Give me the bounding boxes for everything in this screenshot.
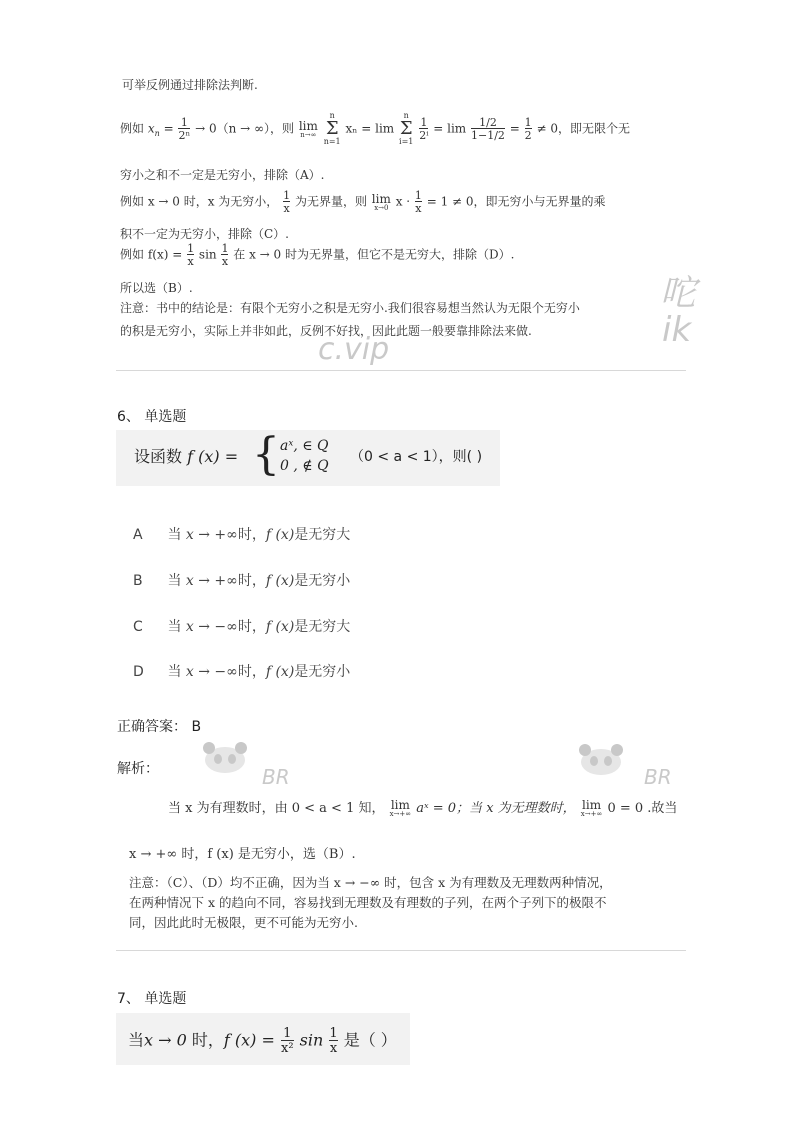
watermark: BR (262, 765, 290, 789)
option-math: x → +∞ (185, 527, 238, 543)
case-line: aˣ, ∈ Q (280, 438, 329, 454)
left-brace: { (252, 429, 280, 480)
prev-text-line: 可举反例通过排除法判断. (122, 78, 258, 92)
limit-symbol: lim (390, 798, 410, 812)
piecewise-cases (280, 436, 329, 476)
prev-text: 为无界量，则 (294, 194, 371, 209)
prev-text-line: 穷小之和不一定是无穷小，排除（A）. (120, 168, 325, 182)
fraction-numerator: 1 (180, 116, 188, 129)
prev-math-line (120, 190, 606, 214)
fraction-denominator: x (187, 255, 194, 268)
note-line: 注意：（C）、（D）均不正确，因为当 x → −∞ 时，包含 x 为有理数及无理数两种情况， (129, 875, 612, 890)
answer-label: 正确答案： (117, 719, 187, 735)
limit (372, 193, 391, 212)
question-stem-box (116, 430, 500, 486)
prev-math-line (120, 243, 514, 267)
summation-bottom: i=1 (399, 137, 414, 146)
divider (116, 370, 686, 371)
option-text: 时， (237, 619, 266, 635)
option-text: 是无穷小 (294, 664, 351, 680)
option-text: 当 (167, 527, 186, 543)
fraction (221, 243, 228, 267)
fraction (525, 117, 532, 141)
option-math: f (x) (265, 573, 295, 589)
prev-math: x (147, 121, 155, 136)
prev-text: 例如 (120, 121, 145, 136)
summation-top: n (403, 111, 409, 120)
option-math: f (x) (265, 527, 295, 543)
analysis-line: x → +∞ 时，f (x) 是无穷小，选（B）. (129, 847, 356, 862)
option-text: 是无穷小 (294, 573, 351, 589)
prev-text-line: 注意：书中的结论是：有限个无穷小之积是无穷小.我们很容易想当然认为无限个无穷小 (120, 301, 580, 315)
option-math: f (x) (265, 619, 295, 635)
fraction-denominator: 1−1/2 (471, 129, 505, 142)
summation-bottom: n=1 (323, 137, 341, 146)
fraction-numerator: 1 (329, 1026, 338, 1041)
stem-math: f (x) = (223, 1030, 280, 1050)
summation (324, 112, 341, 146)
option-math: x → −∞ (185, 664, 238, 680)
stem-text: 时， (186, 1030, 224, 1050)
fraction (281, 1027, 294, 1055)
summation-symbol: Σ (325, 118, 339, 139)
summation-symbol: Σ (399, 118, 413, 139)
stem-math: f (x) = (187, 447, 239, 466)
option-text: 时， (237, 527, 266, 543)
panda-watermark-icon (576, 742, 626, 776)
prev-math: 例如 f(x) = (120, 247, 187, 262)
analysis-text: 当 x 为有理数时，由 0 < a < 1 知， (168, 801, 385, 816)
prev-text-line: 积不一定为无穷小，排除（C）. (120, 227, 289, 241)
fraction (419, 117, 428, 141)
note-line: 在两种情况下 x 的趋向不同，容易找到无理数及有理数的子列，在两个子列下的极限不 (129, 895, 607, 910)
prev-math-line (120, 112, 630, 146)
panda-watermark-icon (200, 740, 250, 774)
prev-text: = 1 ≠ 0，即无穷小与无界量的乘 (426, 194, 606, 209)
fraction-numerator: 1 (524, 116, 532, 129)
divider (116, 950, 686, 951)
prev-math: n (154, 128, 160, 138)
fraction (187, 243, 194, 267)
fraction (178, 117, 190, 141)
prev-text-line: 所以选（B）. (120, 281, 193, 295)
prev-math: sin (198, 247, 221, 262)
limit (390, 799, 412, 818)
option-math: x → −∞ (185, 619, 238, 635)
option-text: 当 (167, 573, 186, 589)
fraction-denominator: 2ⁿ (178, 129, 191, 142)
fraction-numerator: 1 (283, 189, 291, 202)
prev-math: = (163, 121, 178, 136)
fraction-denominator: x (221, 255, 229, 268)
prev-math: = lim (433, 121, 467, 136)
stem-math: x → 0 (144, 1030, 187, 1050)
analysis-label: 解析： (117, 761, 159, 777)
limit-symbol: lim (298, 118, 318, 133)
watermark: 咜 (660, 273, 697, 314)
option-text: 是无穷大 (294, 527, 351, 543)
prev-math: xₙ = lim (345, 121, 395, 136)
fraction (283, 190, 290, 214)
fraction-denominator: x² (280, 1041, 294, 1056)
option-letter: B (133, 573, 143, 589)
analysis-text: 0 = 0 .故当 (607, 801, 678, 816)
fraction (471, 117, 505, 141)
watermark: BR (644, 765, 672, 789)
summation (399, 112, 413, 146)
option-letter: D (133, 664, 144, 680)
fraction-numerator: 1/2 (479, 116, 497, 129)
correct-answer (117, 716, 201, 736)
fraction-denominator: x (283, 202, 290, 215)
limit (299, 120, 318, 139)
watermark: ik (662, 310, 692, 350)
fraction-numerator: 1 (221, 242, 229, 255)
limit-subscript: x→+∞ (580, 810, 603, 818)
limit-subscript: x→+∞ (389, 810, 412, 818)
option-c[interactable] (133, 616, 350, 636)
option-b[interactable] (133, 570, 350, 590)
limit (581, 799, 603, 818)
stem-condition: （0 < a < 1），则( ) (350, 449, 483, 465)
option-a[interactable] (133, 524, 350, 544)
fraction-numerator: 1 (187, 242, 195, 255)
limit-subscript: n→∞ (300, 130, 317, 139)
watermark: c.vip (318, 332, 390, 367)
stem-text: 设函数 (134, 447, 188, 466)
option-d[interactable] (133, 661, 350, 681)
answer-value: B (191, 719, 202, 735)
summation-top: n (329, 111, 335, 120)
prev-math: = (509, 121, 524, 136)
limit-subscript: x→0 (374, 203, 389, 212)
option-text: 当 (167, 619, 186, 635)
fraction (329, 1027, 337, 1055)
note-line: 同，因此此时无极限，更不可能为无穷小. (129, 915, 358, 930)
fraction-denominator: 2ⁱ (419, 129, 429, 142)
prev-math: → 0（n → ∞），则 (195, 121, 298, 136)
option-math: x → +∞ (185, 573, 238, 589)
option-text: 时， (237, 573, 266, 589)
fraction-denominator: 2 (524, 129, 532, 142)
question-stem-box (116, 1013, 410, 1065)
limit-symbol: lim (371, 191, 391, 206)
fraction-denominator: x (329, 1041, 338, 1056)
option-letter: A (133, 527, 143, 543)
prev-text: 例如 x → 0 时，x 为无穷小， (120, 194, 279, 209)
prev-text: ≠ 0，即无限个无 (536, 121, 630, 136)
option-math: f (x) (265, 664, 295, 680)
fraction (415, 190, 422, 214)
fraction-numerator: 1 (420, 116, 428, 129)
prev-text: 在 x → 0 时为无界量，但它不是无穷大，排除（D）. (233, 247, 515, 262)
prev-math: x · (395, 194, 414, 209)
question-stem (134, 444, 238, 467)
analysis-math: aˣ = 0；当 x 为无理数时， (416, 801, 576, 816)
fraction-numerator: 1 (414, 189, 422, 202)
option-text: 时， (237, 664, 266, 680)
question-stem (128, 1027, 397, 1055)
question-number: 7、 单选题 (117, 991, 187, 1007)
analysis-line (168, 797, 677, 818)
question-number: 6、 单选题 (117, 409, 187, 425)
case-line: 0 , ∉ Q (280, 458, 329, 474)
prev-text-line: 的积是无穷小，实际上并非如此，反例不好找，因此此题一般要靠排除法来做. (120, 324, 532, 338)
stem-math: sin (294, 1030, 329, 1050)
stem-text: 当 (128, 1030, 145, 1050)
stem-text: 是（ ） (338, 1030, 397, 1050)
option-text: 是无穷大 (294, 619, 351, 635)
option-letter: C (133, 619, 143, 635)
option-text: 当 (167, 664, 186, 680)
limit-symbol: lim (582, 798, 602, 812)
fraction-numerator: 1 (283, 1026, 292, 1041)
fraction-denominator: x (415, 202, 422, 215)
